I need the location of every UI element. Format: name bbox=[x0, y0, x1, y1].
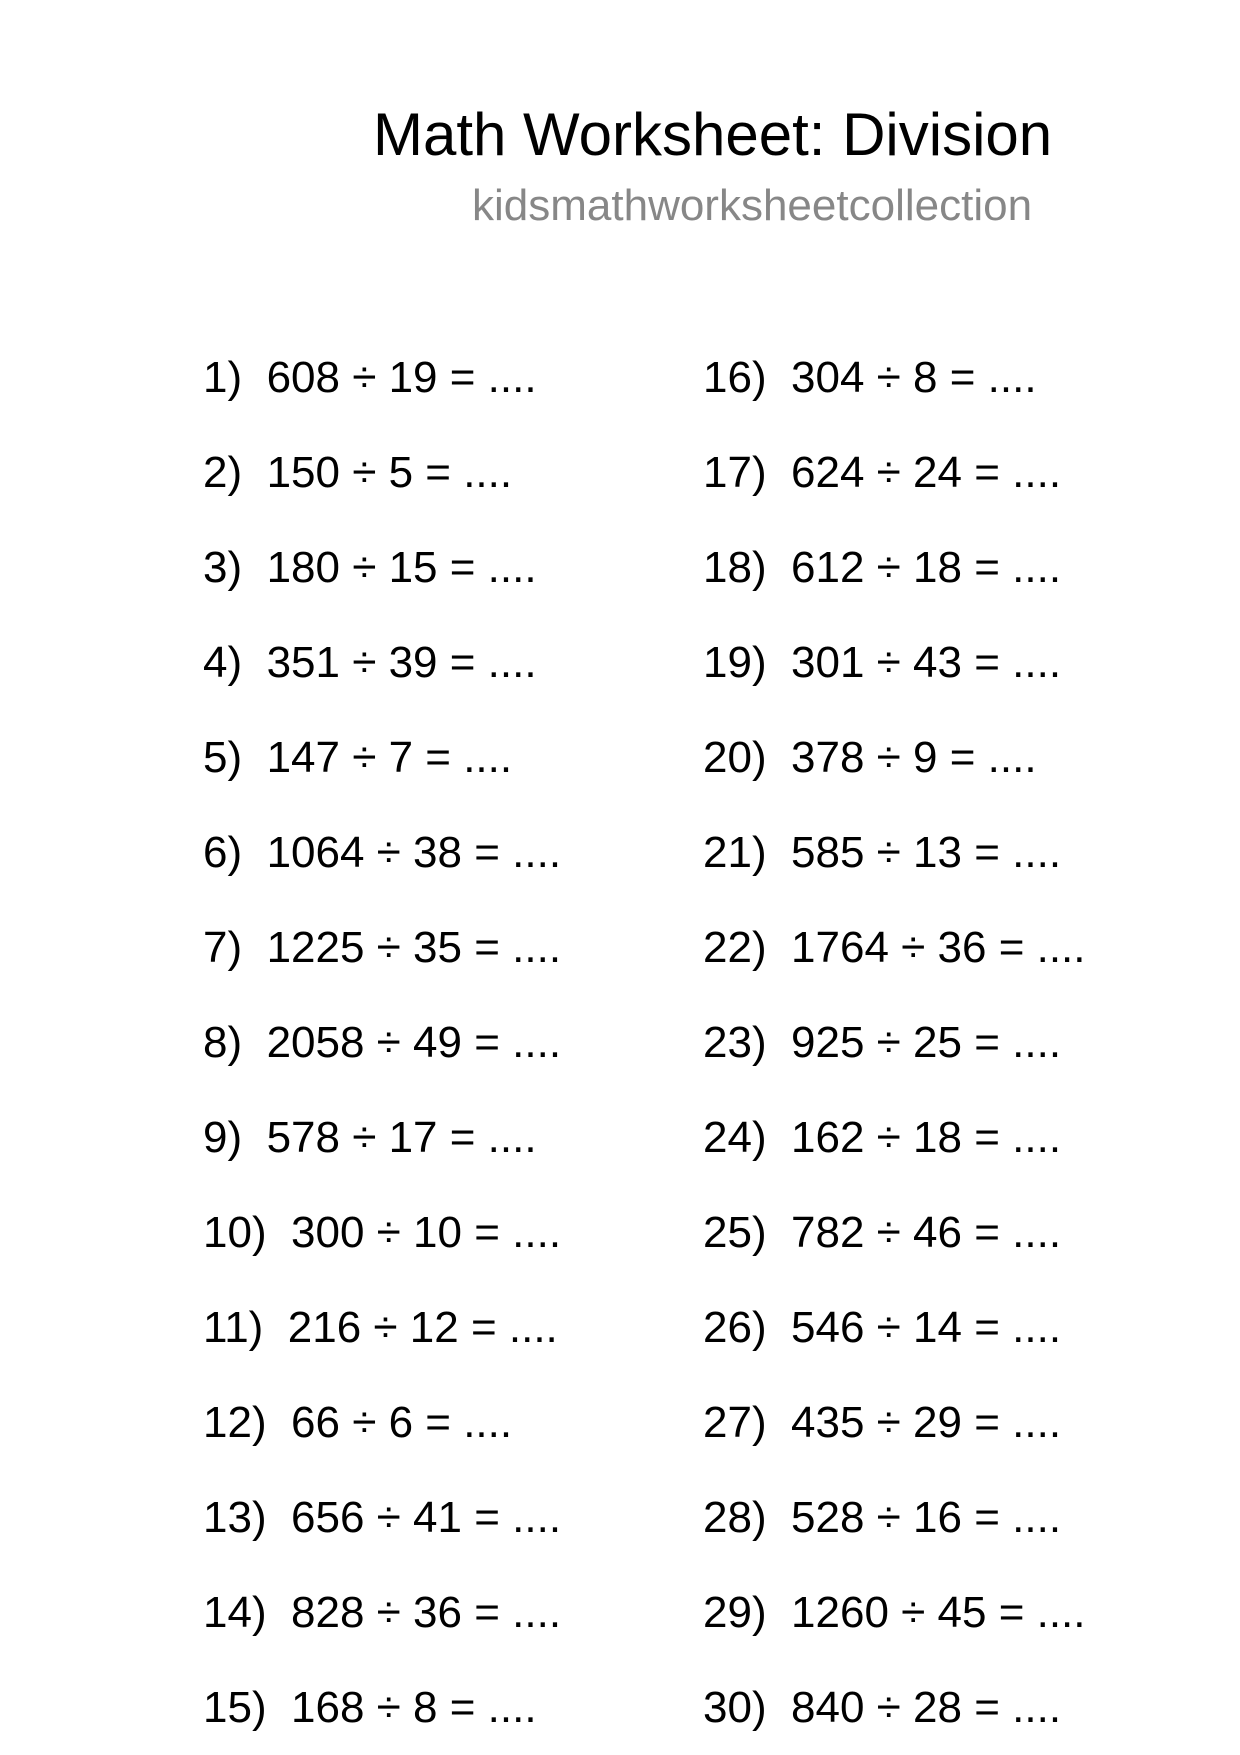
problem-18: 18) 612 ÷ 18 = .... bbox=[703, 543, 1062, 592]
problem-16: 16) 304 ÷ 8 = .... bbox=[703, 353, 1037, 402]
problem-9: 9) 578 ÷ 17 = .... bbox=[203, 1113, 537, 1162]
problem-1: 1) 608 ÷ 19 = .... bbox=[203, 353, 537, 402]
problem-21: 21) 585 ÷ 13 = .... bbox=[703, 828, 1062, 877]
worksheet-title: Math Worksheet: Division bbox=[373, 101, 1053, 168]
problem-10: 10) 300 ÷ 10 = .... bbox=[203, 1208, 562, 1257]
problem-column-left bbox=[203, 330, 561, 1755]
problem-12: 12) 66 ÷ 6 = .... bbox=[203, 1398, 513, 1447]
problem-29: 29) 1260 ÷ 45 = .... bbox=[703, 1588, 1086, 1637]
problem-30: 30) 840 ÷ 28 = .... bbox=[703, 1683, 1062, 1732]
problem-13: 13) 656 ÷ 41 = .... bbox=[203, 1493, 562, 1542]
problem-6: 6) 1064 ÷ 38 = .... bbox=[203, 828, 562, 877]
problem-24: 24) 162 ÷ 18 = .... bbox=[703, 1113, 1062, 1162]
worksheet-source: kidsmathworksheetcollection bbox=[472, 181, 1033, 230]
problem-14: 14) 828 ÷ 36 = .... bbox=[203, 1588, 562, 1637]
problem-8: 8) 2058 ÷ 49 = .... bbox=[203, 1018, 562, 1067]
problem-15: 15) 168 ÷ 8 = .... bbox=[203, 1683, 537, 1732]
problem-5: 5) 147 ÷ 7 = .... bbox=[203, 733, 513, 782]
problem-4: 4) 351 ÷ 39 = .... bbox=[203, 638, 537, 687]
problem-19: 19) 301 ÷ 43 = .... bbox=[703, 638, 1062, 687]
problem-22: 22) 1764 ÷ 36 = .... bbox=[703, 923, 1086, 972]
problem-11: 11) 216 ÷ 12 = .... bbox=[203, 1303, 558, 1352]
problem-25: 25) 782 ÷ 46 = .... bbox=[703, 1208, 1062, 1257]
problem-27: 27) 435 ÷ 29 = .... bbox=[703, 1398, 1062, 1447]
problem-17: 17) 624 ÷ 24 = .... bbox=[703, 448, 1062, 497]
problem-26: 26) 546 ÷ 14 = .... bbox=[703, 1303, 1062, 1352]
problem-3: 3) 180 ÷ 15 = .... bbox=[203, 543, 537, 592]
problem-28: 28) 528 ÷ 16 = .... bbox=[703, 1493, 1062, 1542]
problem-column-right bbox=[703, 330, 1086, 1755]
problem-7: 7) 1225 ÷ 35 = .... bbox=[203, 923, 562, 972]
problem-2: 2) 150 ÷ 5 = .... bbox=[203, 448, 513, 497]
problem-20: 20) 378 ÷ 9 = .... bbox=[703, 733, 1037, 782]
problem-23: 23) 925 ÷ 25 = .... bbox=[703, 1018, 1062, 1067]
